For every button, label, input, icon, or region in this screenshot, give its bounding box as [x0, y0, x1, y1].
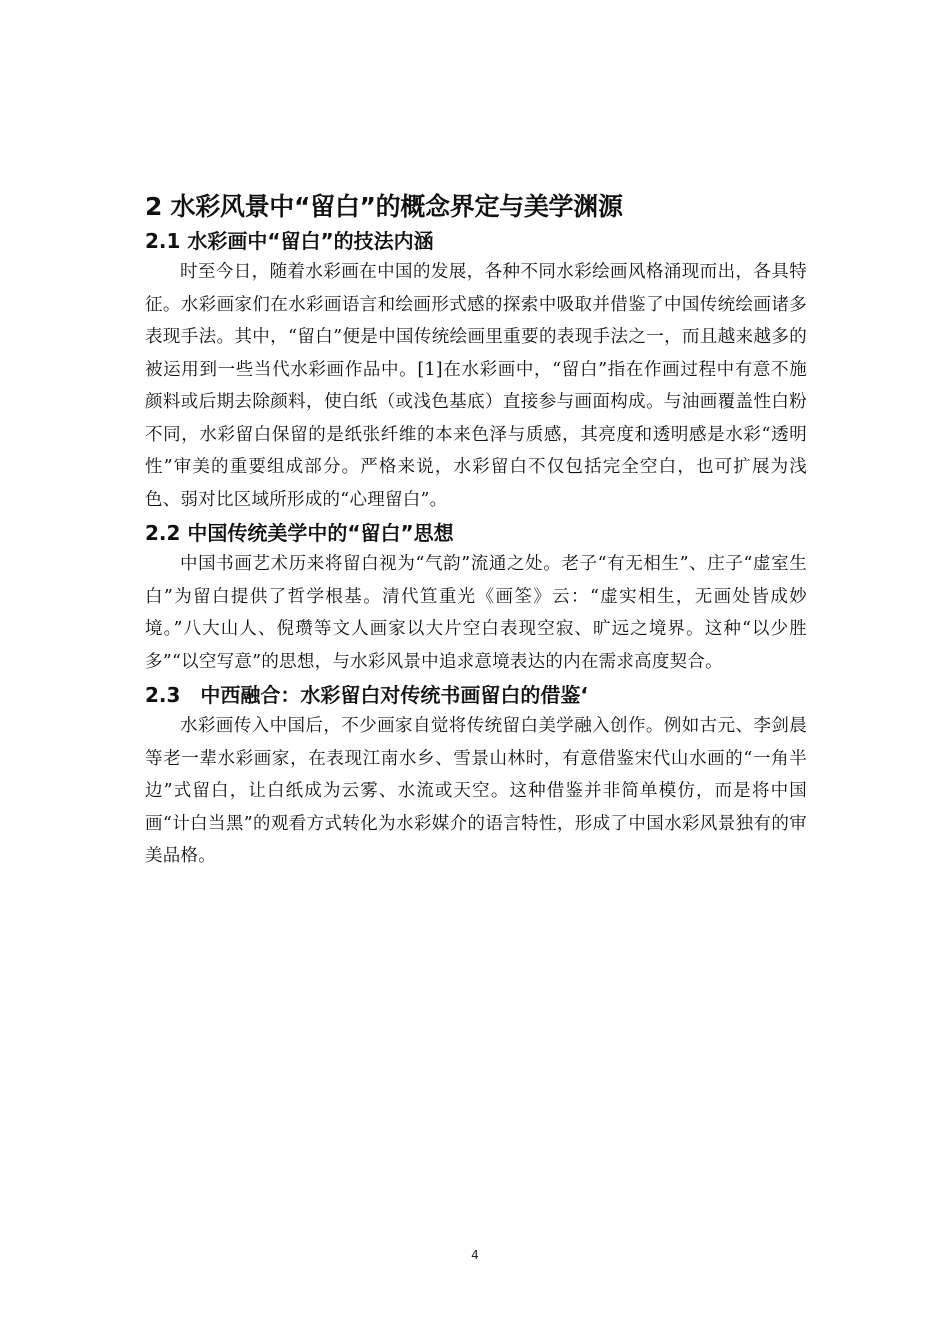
section-paragraph-2-1: 时至今日，随着水彩画在中国的发展，各种不同水彩绘画风格涌现而出，各具特征。水彩画家们在水彩画语言和绘画形式感的探索中吸取并借鉴了中国传统绘画诸多表现手法。其中，“留白”便是中国传统绘画里重要的表现手法之一，而且越来越多的被运用到一些当代水彩画作品中。[1]在水彩画中，“留白”指在作画过程中有意不施颜料或后期去除颜料，使白纸（或浅色基底）直接参与画面构成。与油画覆盖性白粉不同，水彩留白保留的是纸张纤维的本来色泽与质感，其亮度和透明感是水彩“透明性”审美的重要组成部分。严格来说，水彩留白不仅包括完全空白，也可扩展为浅色、弱对比区域所形成的“心理留白”。 [145, 262, 807, 510]
section-heading-2-3: 2.3 中西融合：水彩留白对传统书画留白的借鉴‘ [145, 683, 589, 707]
page-number: 4 [471, 1248, 479, 1262]
page-body [145, 188, 807, 873]
chapter-title: 2 水彩风景中“留白”的概念界定与美学渊源 [145, 192, 623, 221]
section-paragraph-2-2: 中国书画艺术历来将留白视为“气韵”流通之处。老子“有无相生”、庄子“虚室生白”为留白提供了哲学根基。清代笪重光《画筌》云：“虚实相生，无画处皆成妙境。”八大山人、倪瓒等文人画家以大片空白表现空寂、旷远之境界。这种“以少胜多”“以空写意”的思想，与水彩风景中追求意境表达的内在需求高度契合。 [145, 554, 807, 672]
section-heading-2-1: 2.1 水彩画中“留白”的技法内涵 [145, 229, 434, 253]
section-heading-2-2: 2.2 中国传统美学中的“留白”思想 [145, 521, 454, 545]
section-paragraph-2-3: 水彩画传入中国后，不少画家自觉将传统留白美学融入创作。例如古元、李剑晨等老一辈水彩画家，在表现江南水乡、雪景山林时，有意借鉴宋代山水画的“一角半边”式留白，让白纸成为云雾、水流或天空。这种借鉴并非简单模仿，而是将中国画“计白当黑”的观看方式转化为水彩媒介的语言特性，形成了中国水彩风景独有的审美品格。 [145, 716, 807, 866]
